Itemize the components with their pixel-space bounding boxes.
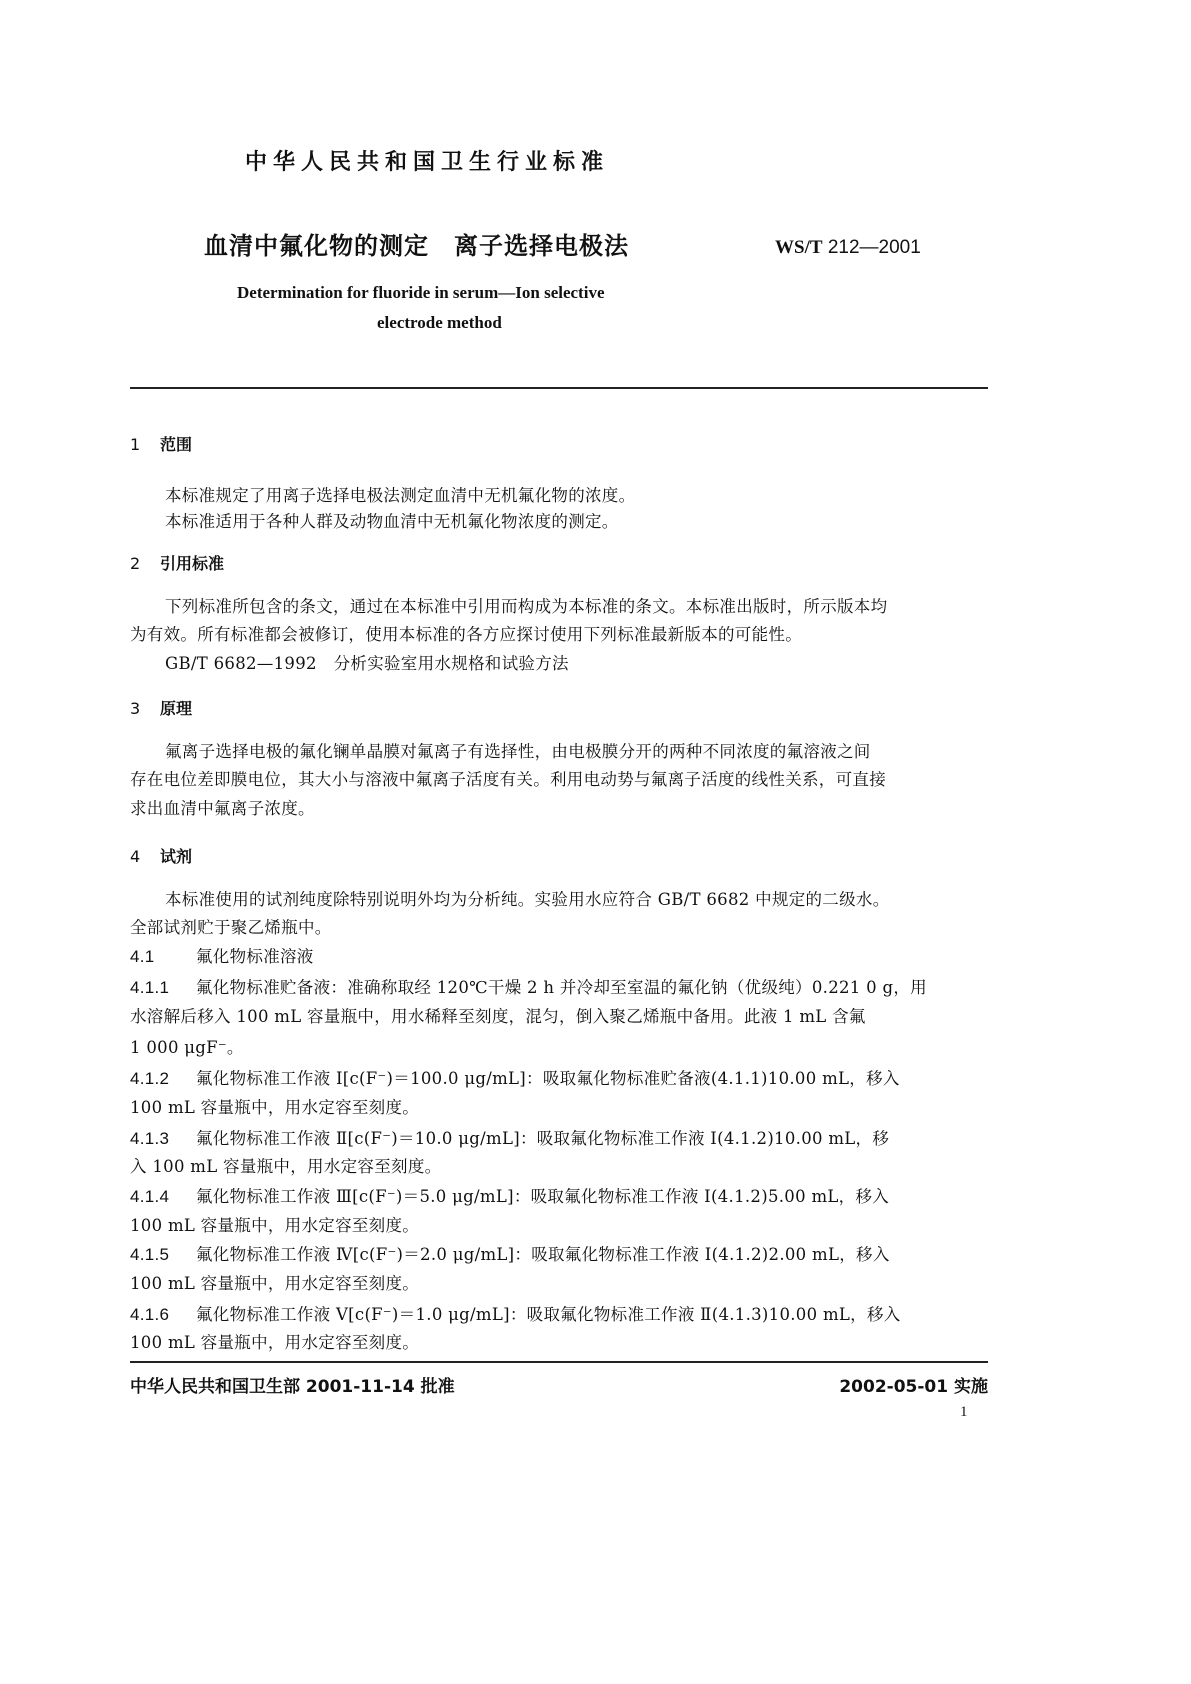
section-heading xyxy=(130,432,192,455)
paragraph-line: 氟化物标准工作液 Ⅰ[c(F⁻)＝100.0 μg/mL]：吸取氟化物标准贮备液(4.1.1)10.00 mL，移入 xyxy=(196,1069,900,1088)
paragraph-line: 1 000 μgF⁻。 xyxy=(130,1038,244,1057)
paragraph-line: 100 mL 容量瓶中，用水定容至刻度。 xyxy=(130,1274,420,1293)
section-title: 原理 xyxy=(160,699,193,718)
paragraph-line: 入 100 mL 容量瓶中，用水定容至刻度。 xyxy=(130,1157,442,1176)
section-title: 范围 xyxy=(160,435,193,454)
section-heading xyxy=(130,844,192,867)
subsection-number: 4.1.3 xyxy=(130,1129,170,1148)
paragraph-line: 本标准使用的试剂纯度除特别说明外均为分析纯。实验用水应符合 GB/T 6682 中规定的二级水。 xyxy=(165,890,890,909)
subsection-4-1-4 xyxy=(130,1183,889,1207)
section-number: 1 xyxy=(130,435,141,454)
subsection-number: 4.1.1 xyxy=(130,978,170,997)
section-number: 4 xyxy=(130,847,141,866)
paragraph-line: 氟化物标准工作液 Ⅳ[c(F⁻)＝2.0 μg/mL]：吸取氟化物标准工作液 Ⅰ(4.1.2)2.00 mL，移入 xyxy=(196,1245,890,1264)
paragraph-line: 氟化物标准工作液 Ⅲ[c(F⁻)＝5.0 μg/mL]：吸取氟化物标准工作液 Ⅰ(4.1.2)5.00 mL，移入 xyxy=(196,1187,890,1206)
subsection-4-1-3 xyxy=(130,1125,889,1149)
page-number: 1 xyxy=(960,1404,968,1420)
paragraph-line: 100 mL 容量瓶中，用水定容至刻度。 xyxy=(130,1098,420,1117)
paragraph-line: 全部试剂贮于聚乙烯瓶中。 xyxy=(130,918,332,937)
paragraph-line: 氟离子选择电极的氟化镧单晶膜对氟离子有选择性，由电极膜分开的两种不同浓度的氟溶液之间 xyxy=(165,742,871,761)
subsection-4-1-2 xyxy=(130,1065,900,1089)
subsection-number: 4.1.4 xyxy=(130,1187,170,1206)
paragraph-line: 100 mL 容量瓶中，用水定容至刻度。 xyxy=(130,1333,420,1352)
paragraph-line: 氟化物标准工作液 Ⅱ[c(F⁻)＝10.0 μg/mL]：吸取氟化物标准工作液 Ⅰ(4.1.2)10.00 mL，移 xyxy=(196,1129,890,1148)
standard-code-number: 212—2001 xyxy=(827,237,921,258)
section-heading xyxy=(130,696,192,719)
document-title-cn: 血清中氟化物的测定 离子选择电极法 xyxy=(204,232,629,260)
issuer-heading: 中华人民共和国卫生行业标准 xyxy=(245,150,610,175)
subsection-4-1-5 xyxy=(130,1241,890,1265)
section-title: 试剂 xyxy=(160,847,193,866)
paragraph-line: 氟化物标准贮备液：准确称取经 120℃干燥 2 h 并冷却至室温的氟化钠（优级纯）0.221 0 g，用 xyxy=(196,978,927,997)
subsection-number: 4.1.5 xyxy=(130,1245,170,1264)
document-title-en-line1: Determination for fluoride in serum—Ion selective xyxy=(237,283,605,302)
effective-date: 2002-05-01 实施 xyxy=(839,1377,988,1397)
standard-code xyxy=(775,237,921,259)
paragraph-line: 100 mL 容量瓶中，用水定容至刻度。 xyxy=(130,1216,420,1235)
paragraph-line: 下列标准所包含的条文，通过在本标准中引用而构成为本标准的条文。本标准出版时，所示版本均 xyxy=(165,597,888,616)
paragraph-line: 存在电位差即膜电位，其大小与溶液中氟离子活度有关。利用电动势与氟离子活度的线性关系，可直接 xyxy=(130,770,886,789)
subsection-4-1 xyxy=(130,943,314,967)
paragraph-line: 本标准规定了用离子选择电极法测定血清中无机氟化物的浓度。 xyxy=(165,486,636,505)
approval-date: 中华人民共和国卫生部 2001-11-14 批准 xyxy=(130,1377,455,1397)
header-divider xyxy=(130,387,988,389)
paragraph-line: 为有效。所有标准都会被修订，使用本标准的各方应探讨使用下列标准最新版本的可能性。 xyxy=(130,625,802,644)
section-title: 引用标准 xyxy=(160,554,225,573)
standard-code-prefix: WS/T xyxy=(775,237,823,258)
document-title-en-line2: electrode method xyxy=(377,313,502,332)
subsection-number: 4.1.6 xyxy=(130,1305,170,1324)
section-number: 3 xyxy=(130,699,141,718)
paragraph-line: 氟化物标准工作液 Ⅴ[c(F⁻)＝1.0 μg/mL]：吸取氟化物标准工作液 Ⅱ(4.1.3)10.00 mL，移入 xyxy=(196,1305,901,1324)
section-number: 2 xyxy=(130,554,141,573)
paragraph-line: 本标准适用于各种人群及动物血清中无机氟化物浓度的测定。 xyxy=(165,512,619,531)
subsection-title: 氟化物标准溶液 xyxy=(196,947,314,966)
paragraph-line: 求出血清中氟离子浓度。 xyxy=(130,799,315,818)
paragraph-line: 水溶解后移入 100 mL 容量瓶中，用水稀释至刻度，混匀，倒入聚乙烯瓶中备用。此液 1 mL 含氟 xyxy=(130,1007,866,1026)
footer-divider xyxy=(130,1361,988,1363)
subsection-4-1-6 xyxy=(130,1301,901,1325)
section-heading xyxy=(130,551,224,574)
subsection-number: 4.1 xyxy=(130,947,155,966)
subsection-number: 4.1.2 xyxy=(130,1069,170,1088)
subsection-4-1-1 xyxy=(130,974,927,998)
referenced-standard: GB/T 6682—1992 分析实验室用水规格和试验方法 xyxy=(165,654,569,673)
